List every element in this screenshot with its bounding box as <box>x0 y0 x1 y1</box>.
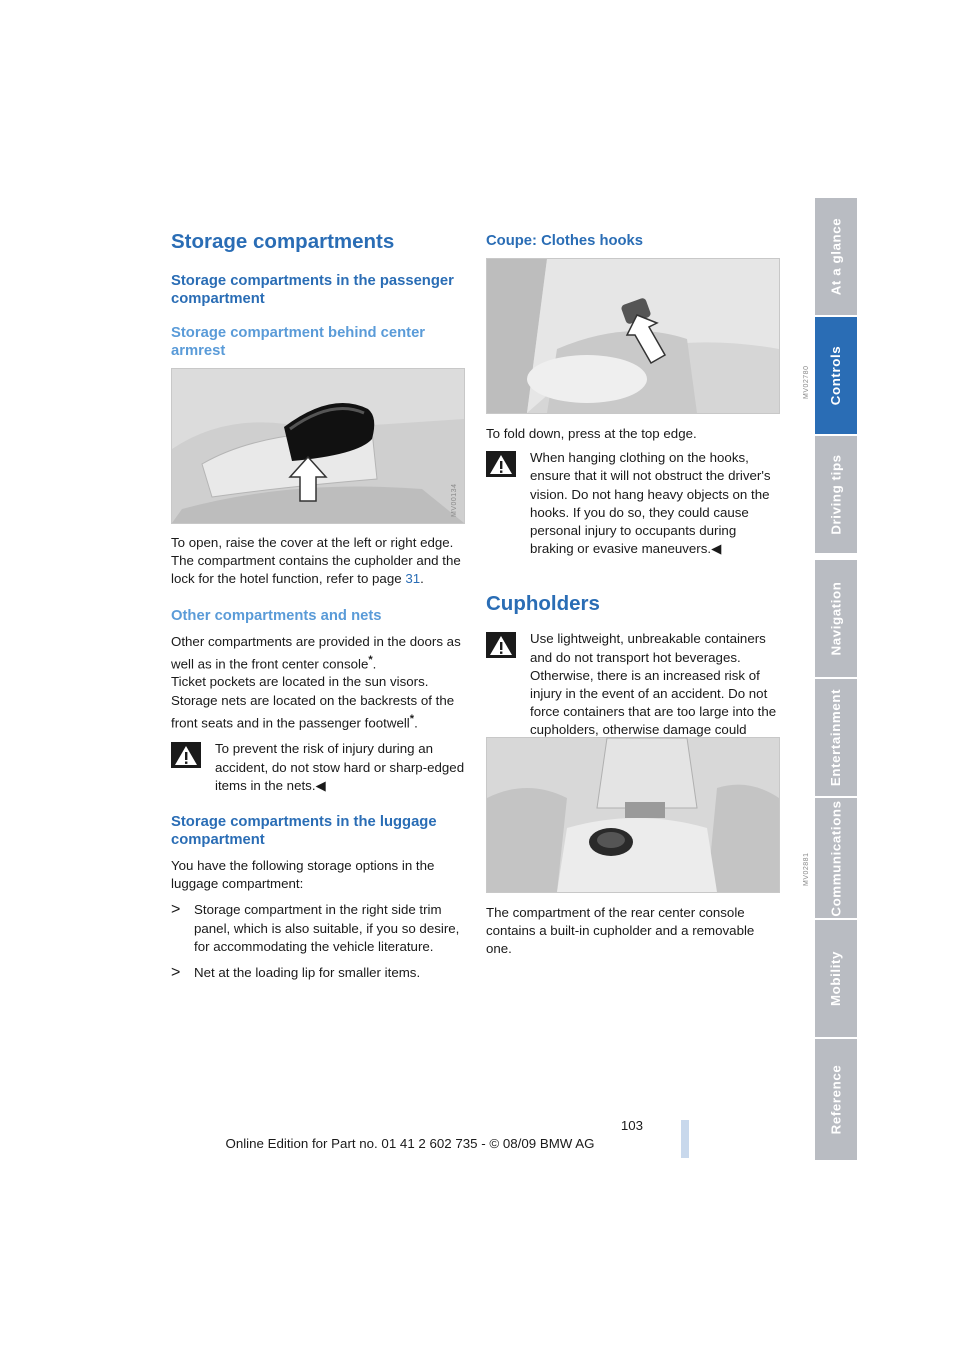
heading-passenger-compartment: Storage compartments in the passenger compartment <box>171 273 454 307</box>
clothes-hook-illustration <box>487 259 779 413</box>
right-column-lower <box>486 425 782 758</box>
option-star-2: * <box>409 712 415 725</box>
tab-label: At a glance <box>828 217 844 296</box>
paragraph-fold-down: To fold down, press at the top edge. <box>486 426 697 441</box>
tab-communications[interactable] <box>815 798 857 918</box>
image-code-3: MV02881 <box>803 852 810 886</box>
heading-other-compartments: Other compartments and nets <box>171 607 382 624</box>
paragraph-rear-console: The compartment of the rear center console contains a built-in cupholder and a removable one. <box>486 905 755 957</box>
paragraph-other-compartments <box>171 633 467 733</box>
cupholder-illustration <box>487 738 779 892</box>
tab-label: Reference <box>828 1064 844 1135</box>
page-number: 103 <box>620 1118 643 1133</box>
open-cover-period: . <box>420 571 424 587</box>
paragraph-open-cover <box>171 534 467 589</box>
clothes-hook-photo <box>486 258 810 414</box>
warning-nets-body: To prevent the risk of injury during an accident, do not stow hard or sharp-edged items in the nets. <box>215 741 465 793</box>
paragraph-luggage: You have the following storage options in the luggage compartment: <box>171 858 435 892</box>
bullet-side-trim-text: Storage compartment in the right side trim panel, which is also suitable, if you so desire, for accommodating the vehicle literature. <box>194 902 460 954</box>
heading-luggage-compartment: Storage compartments in the luggage compartment <box>171 814 437 849</box>
other-3-text: Storage nets are located on the backrests of the front seats and in the passenger footwell <box>171 692 455 731</box>
tab-reference[interactable] <box>815 1039 857 1160</box>
warning-hooks-body: When hanging clothing on the hooks, ensure that it will not obstruct the driver's vision. Do not hang heavy objects on the hooks. If you do so, they could cause personal injury to occupants during braking or evasive maneuvers. <box>530 450 771 557</box>
warning-nets <box>171 740 467 795</box>
tab-label: Entertainment <box>828 688 844 787</box>
other-1-text: Other compartments are provided in the doors as well as in the front center console <box>171 633 461 672</box>
tab-label: Navigation <box>828 581 844 656</box>
tab-entertainment[interactable] <box>815 679 857 796</box>
bullet-loading-lip <box>171 964 467 982</box>
warning-hooks-text <box>530 449 782 558</box>
open-cover-text: To open, raise the cover at the left or right edge. The compartment contains the cupholder and the lock for the hotel function, refer to page <box>171 535 461 587</box>
end-mark-1: ◀ <box>315 777 326 793</box>
image-code-1: MV00134 <box>451 483 458 517</box>
option-star: * <box>368 653 373 666</box>
other-2-text: Ticket pockets are located in the sun visors. <box>171 674 429 690</box>
image-code-2: MV02780 <box>803 365 810 399</box>
chapter-tabs <box>815 198 857 1160</box>
section-title-cupholders: Cupholders <box>486 592 600 616</box>
armrest-compartment-photo <box>171 368 465 524</box>
warning-hooks <box>486 449 782 558</box>
tab-label: Communications <box>828 799 844 917</box>
left-column <box>171 228 467 360</box>
other-1-period: . <box>372 656 377 672</box>
cupholder-photo <box>486 737 810 893</box>
tab-mobility[interactable] <box>815 920 857 1037</box>
tab-driving-tips[interactable] <box>815 436 857 553</box>
bullet-loading-lip-text: Net at the loading lip for smaller items. <box>194 965 421 981</box>
tab-label: Driving tips <box>828 454 844 535</box>
warning-cupholders-body: Use lightweight, unbreakable containers and do not transport hot beverages. Otherwise, there is an increased risk of injury in the event of an accident. Do not force containers that are too large into the cupholders, otherwise damage could <box>530 631 777 738</box>
tab-label: Controls <box>828 345 844 406</box>
page-marker-bar <box>681 1120 689 1158</box>
warning-nets-text <box>215 740 467 795</box>
bullet-marker: > <box>171 964 181 982</box>
bullet-marker: > <box>171 901 181 919</box>
tab-controls[interactable] <box>815 317 857 434</box>
tab-label: Mobility <box>828 950 844 1007</box>
bullet-side-trim <box>171 901 467 956</box>
tab-at-a-glance[interactable] <box>815 198 857 315</box>
heading-clothes-hooks: Coupe: Clothes hooks <box>486 233 644 249</box>
edition-footer: Online Edition for Part no. 01 41 2 602 735 - © 08/09 BMW AG <box>225 1136 595 1151</box>
heading-center-armrest: Storage compartment behind center armrest <box>171 325 426 359</box>
tab-navigation[interactable] <box>815 560 857 677</box>
armrest-illustration <box>172 369 464 523</box>
section-title-storage: Storage compartments <box>171 230 395 253</box>
end-mark-2: ◀ <box>711 541 722 557</box>
left-column-lower <box>171 534 467 982</box>
other-3-period: . <box>414 715 418 731</box>
page-31-link[interactable]: 31 <box>405 571 421 587</box>
